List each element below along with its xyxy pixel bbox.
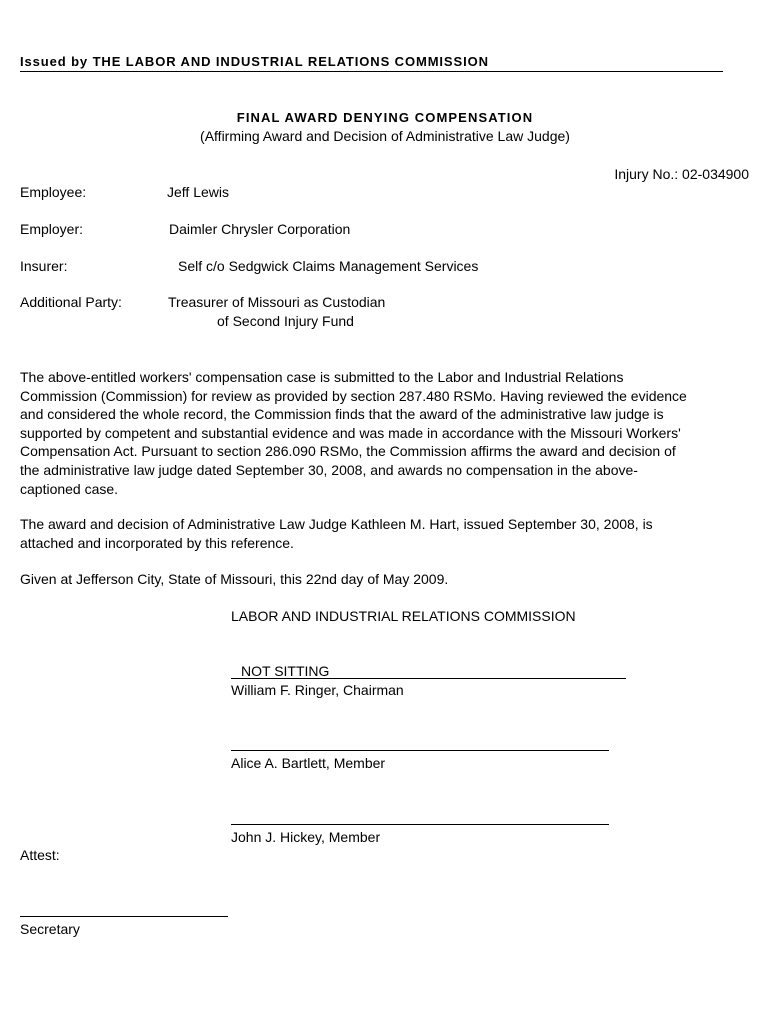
paragraph-line: supported by competent and substantial evidence and was made in accordance with the Missouri Workers': [20, 424, 681, 441]
paragraph-line: Compensation Act. Pursuant to section 286.090 RSMo, the Commission affirms the award and decision of: [20, 443, 676, 460]
incorporation-paragraph: [20, 515, 750, 552]
member1-name: Alice A. Bartlett, Member: [231, 755, 386, 771]
attest-label: Attest:: [20, 847, 60, 863]
employer-value: Daimler Chrysler Corporation: [169, 221, 351, 237]
chairman-name: William F. Ringer, Chairman: [231, 682, 404, 698]
commission-name: LABOR AND INDUSTRIAL RELATIONS COMMISSION: [231, 608, 576, 624]
paragraph-line: The above-entitled workers' compensation case is submitted to the Labor and Industrial Relations: [20, 369, 624, 385]
issuer-heading: Issued by THE LABOR AND INDUSTRIAL RELATIONS COMMISSION: [20, 54, 723, 72]
insurer-label: Insurer:: [20, 258, 68, 274]
additional-party-value: Treasurer of Missouri as Custodian: [168, 294, 386, 310]
paragraph-line: attached and incorporated by this reference.: [20, 534, 294, 551]
decision-paragraph: [20, 368, 750, 498]
employer-label: Employer:: [20, 221, 84, 237]
chairman-status: NOT SITTING: [241, 663, 330, 679]
secretary-signature-line: [20, 916, 228, 917]
document-subtitle: (Affirming Award and Decision of Administrative Law Judge): [200, 128, 570, 144]
member2-signature-line: [231, 824, 609, 825]
given-statement: Given at Jefferson City, State of Missouri, this 22nd day of May 2009.: [20, 571, 449, 587]
paragraph-line: the administrative law judge dated September 30, 2008, and awards no compensation in the above-: [20, 461, 638, 478]
employee-value: Jeff Lewis: [167, 184, 229, 200]
paragraph-line: and considered the whole record, the Commission finds that the award of the administrative law judge is: [20, 406, 664, 423]
employee-label: Employee:: [20, 184, 87, 200]
insurer-value: Self c/o Sedgwick Claims Management Services: [178, 258, 479, 274]
injury-number: Injury No.: 02-034900: [614, 166, 749, 182]
additional-party-value-cont: of Second Injury Fund: [217, 313, 354, 329]
document-title: FINAL AWARD DENYING COMPENSATION: [236, 110, 534, 125]
chairman-signature-line: [231, 678, 626, 679]
paragraph-line: captioned case.: [20, 480, 119, 497]
paragraph-line: The award and decision of Administrative Law Judge Kathleen M. Hart, issued September 30, 2008, is: [20, 516, 653, 532]
additional-party-label: Additional Party:: [20, 294, 122, 310]
member2-name: John J. Hickey, Member: [231, 829, 381, 845]
secretary-label: Secretary: [20, 921, 80, 937]
paragraph-line: Commission (Commission) for review as provided by section 287.480 RSMo. Having reviewed the evidence: [20, 387, 687, 404]
member1-signature-line: [231, 750, 609, 751]
